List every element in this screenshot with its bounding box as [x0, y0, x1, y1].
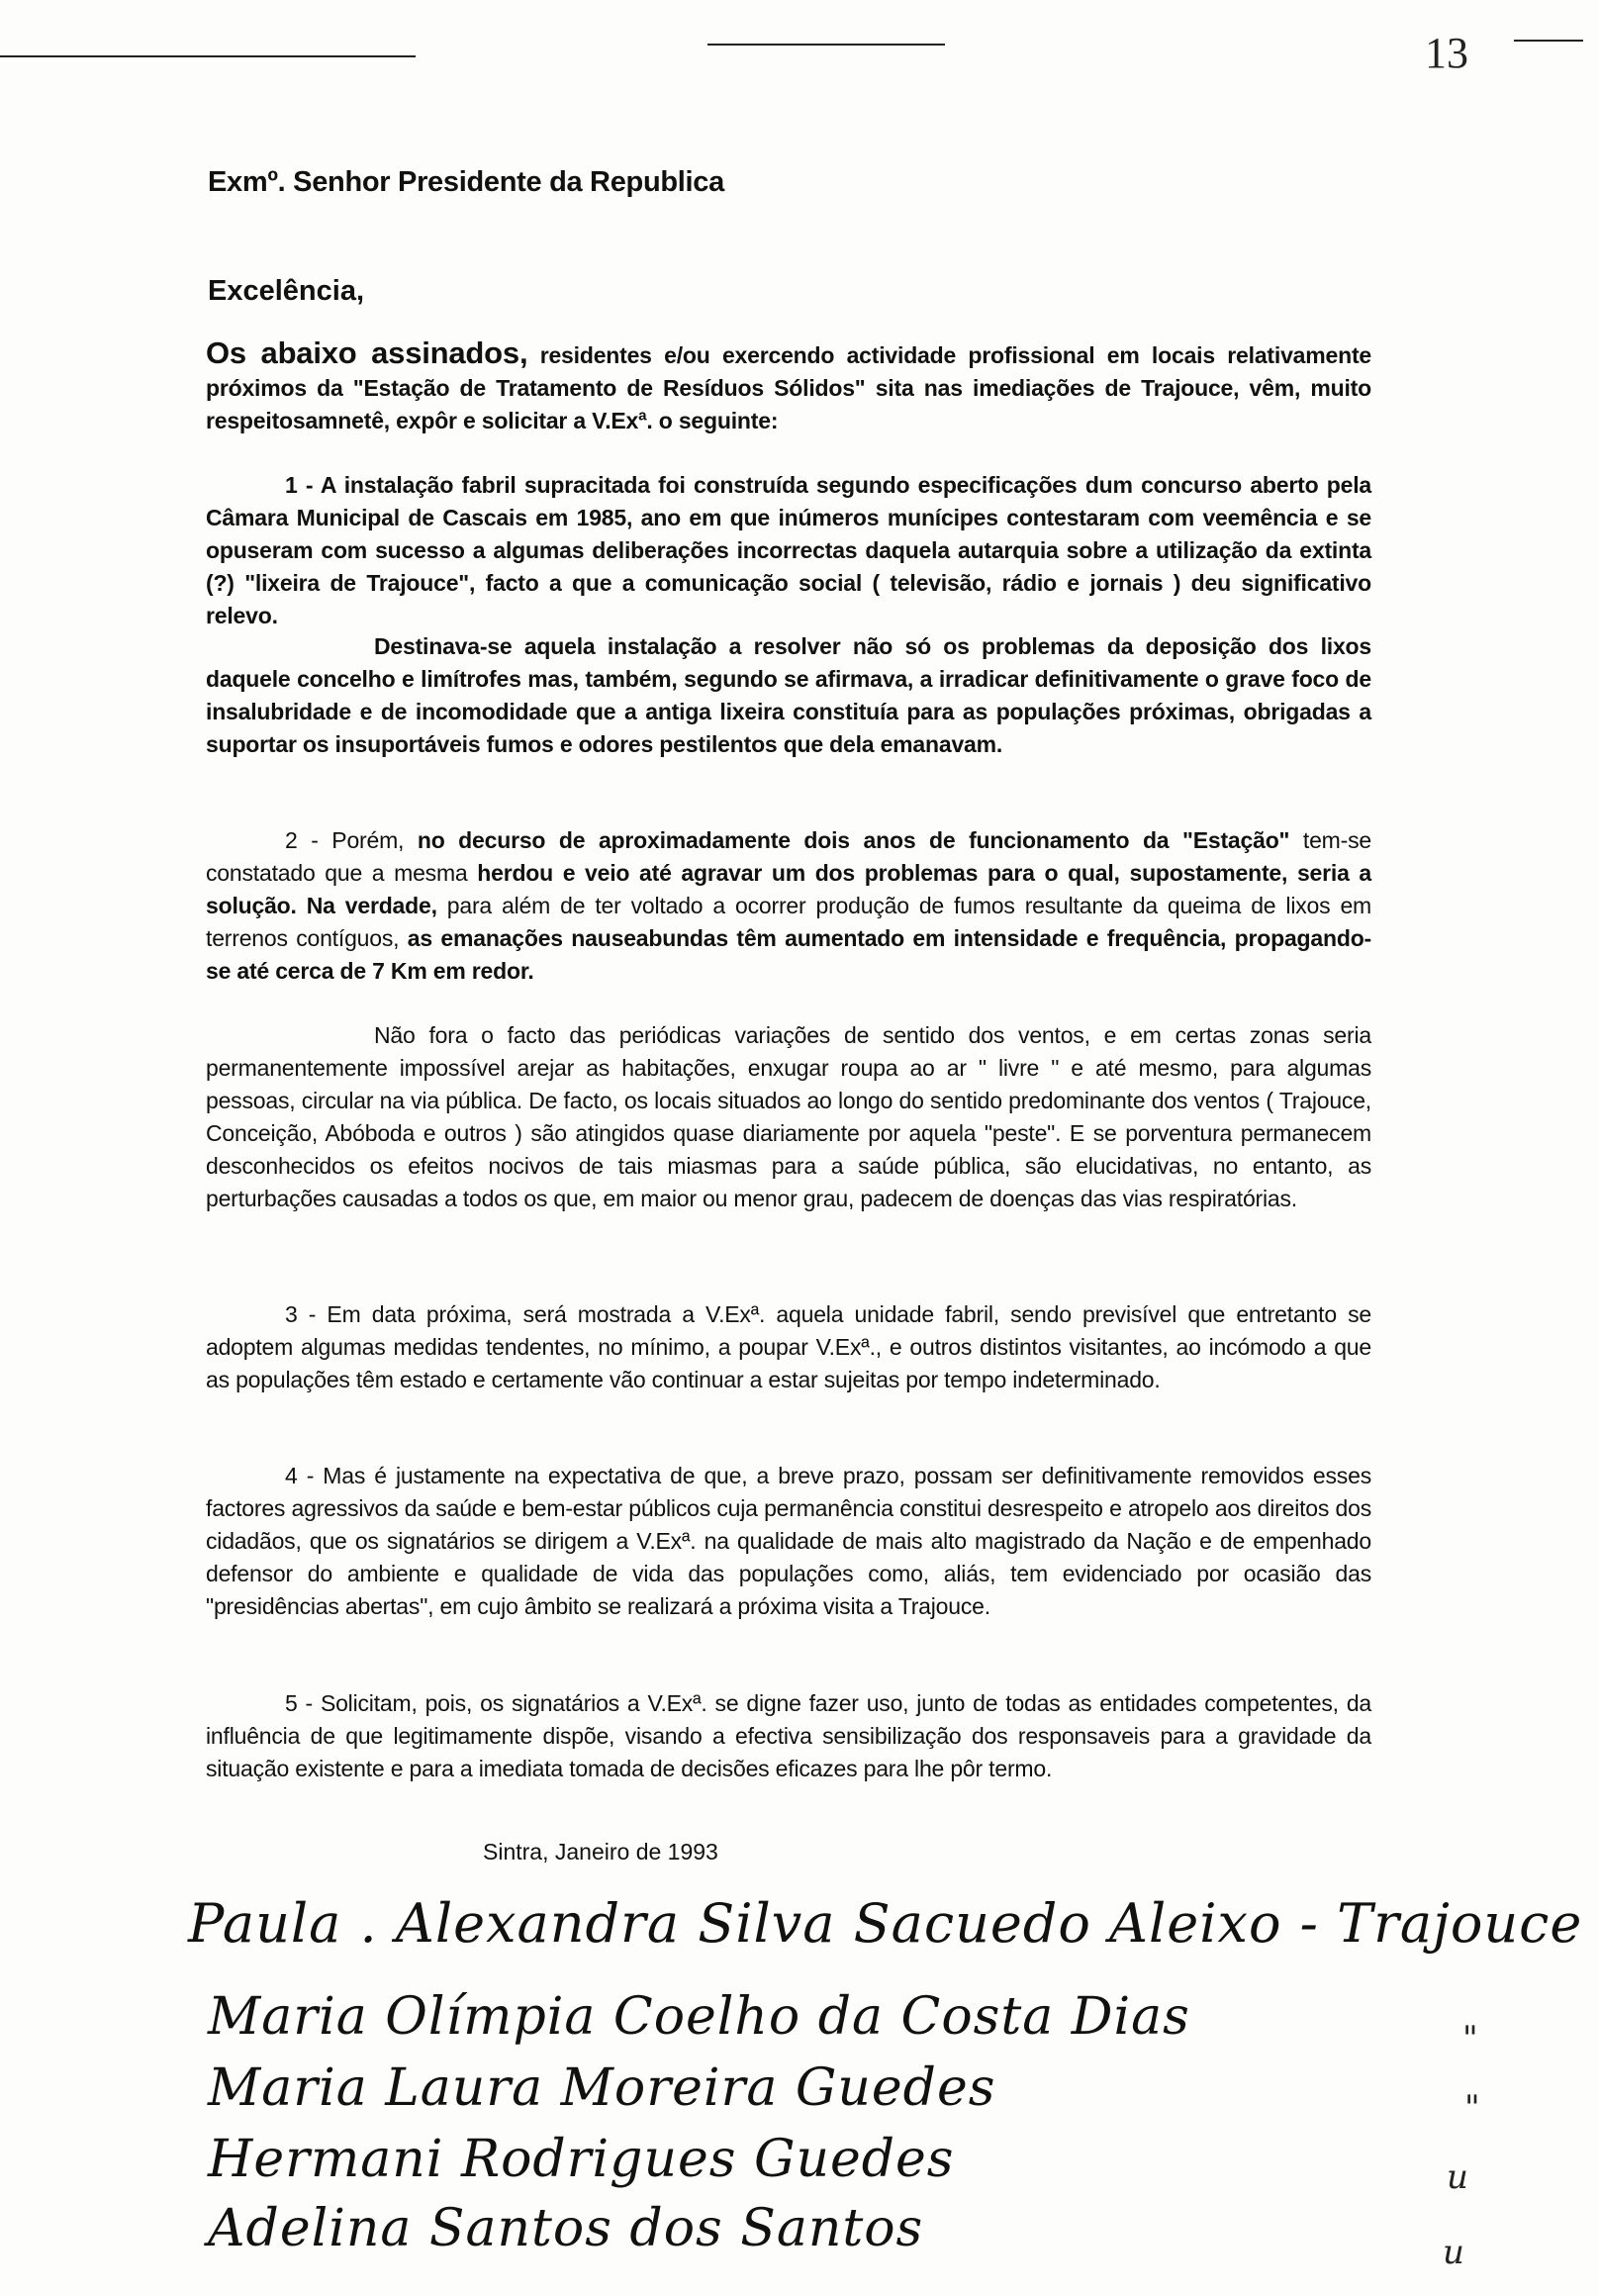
- scan-line: [1514, 40, 1583, 42]
- paragraph-2b-text: Não fora o facto das periódicas variações de sentido dos ventos, e em certas zonas seria permanentemente impossível arejar as habitações, enxugar roupa ao ar " livre " e até mesmo, para algumas pessoas, circular na via pública. De facto, os locais situados ao longo do sentido predominante dos ventos ( Trajouce, Conceição, Abóboda e outros ) são atingidos quase diariamente por aquela "peste". E se porventura permanecem desconhecidos os efeitos nocivos de tais miasmas para a saúde pública, são elucidativas, no entanto, as perturbações causadas a todos os que, em maior ou menor grau, padecem de doenças das vias respiratórias.: [206, 1022, 1371, 1211]
- intro-paragraph: [206, 336, 1371, 437]
- intro-lead: Os abaixo assinados,: [206, 335, 528, 370]
- paragraph-5-text: 5 - Solicitam, pois, os signatários a V.Exª. se digne fazer uso, junto de todas as entidades competentes, da influência de que legitimamente dispõe, visando a efectiva sensibilização dos responsaveis para a gravidade da situação existente e para a imediata tomada de decisões eficazes para lhe pôr termo.: [206, 1690, 1371, 1781]
- paragraph-5: [206, 1687, 1371, 1785]
- paragraph-1a-text: 1 - A instalação fabril supracitada foi construída segundo especificações dum concurso aberto pela Câmara Municipal de Cascais em 1985, ano em que inúmeros munícipes contestaram com veemência e se opuseram com sucesso a algumas deliberações incorrectas daquela autarquia sobre a utilização da extinta (?) "lixeira de Trajouce", facto a que a comunicação social ( televisão, rádio e jornais ) deu significativo relevo.: [206, 472, 1371, 628]
- p2-seg6: as emanações nauseabundas têm aumentado em intensidade e frequência, propagando-se até cerca de 7 Km em redor.: [206, 925, 1372, 984]
- paragraph-4-text: 4 - Mas é justamente na expectativa de que, a breve prazo, possam ser definitivamente removidos esses factores agressivos da saúde e bem-estar públicos cuja permanência constitui desrespeito e atropelo aos direitos dos cidadãos, que os signatários se dirigem a V.Exª. na qualidade de mais alto magistrado da Nação e de empenhado defensor do ambiente e qualidade de vida das populações como, aliás, tem evidenciado por ocasião das "presidências abertas", em cujo âmbito se realizará a próxima visita a Trajouce.: [206, 1463, 1371, 1619]
- paragraph-1b-text: Destinava-se aquela instalação a resolver não só os problemas da deposição dos lixos daquele concelho e limítrofes mas, também, segundo se afirmava, a irradicar definitivamente o grave foco de insalubridade e de incomodidade que a antiga lixeira constituía para as populações próximas, obrigadas a suportar os insuportáveis fumos e odores pestilentos que dela emanavam.: [206, 633, 1371, 757]
- p2-seg1: 2 - Porém,: [285, 827, 405, 853]
- paragraph-2a: [206, 824, 1371, 988]
- place-date: Sintra, Janeiro de 1993: [483, 1839, 718, 1865]
- paragraph-1a: [206, 469, 1371, 632]
- intro-text: residentes e/ou exercendo actividade profissional em locais relativamente próximos da "Estação de Tratamento de Resíduos Sólidos" sita nas imediações de Trajouce, vêm, muito respeitosamnetê, expôr e solicitar a V.Exª. o seguinte:: [206, 342, 1371, 433]
- paragraph-1b: [206, 630, 1371, 761]
- margin-mark: u: [1447, 2157, 1468, 2197]
- signature-2: Maria Olímpia Coelho da Costa Dias: [208, 1987, 1190, 2047]
- paragraph-2b: [206, 1019, 1371, 1215]
- signature-4: Hermani Rodrigues Guedes: [208, 2130, 955, 2189]
- margin-mark: ": [1462, 2019, 1478, 2058]
- p2-seg4: herdou e veio até agravar um dos problemas para o qual, supostamente, seria a solução. Na verdade,: [206, 860, 1371, 918]
- salutation: Excelência,: [208, 275, 364, 307]
- margin-mark: ": [1464, 2088, 1480, 2128]
- addressee: Exmº. Senhor Presidente da Republica: [208, 166, 724, 198]
- signature-1: Paula . Alexandra Silva Sacuedo Aleixo - Trajouce: [188, 1892, 1583, 1955]
- p2-seg3: tem-se constatado que a mesma: [206, 827, 1371, 886]
- signature-3: Maria Laura Moreira Guedes: [208, 2058, 996, 2118]
- paragraph-3: [206, 1298, 1371, 1396]
- p2-seg2: no decurso de aproximadamente dois anos de funcionamento da "Estação": [404, 827, 1290, 853]
- paragraph-4: [206, 1460, 1371, 1623]
- signature-5: Adelina Santos dos Santos: [208, 2199, 924, 2258]
- paragraph-3-text: 3 - Em data próxima, será mostrada a V.Exª. aquela unidade fabril, sendo previsível que entretanto se adoptem algumas medidas tendentes, no mínimo, a poupar V.Exª., e outros distintos visitantes, ao incómodo a que as populações têm estado e certamente vão continuar a estar sujeitas por tempo indeterminado.: [206, 1301, 1371, 1392]
- margin-mark: u: [1443, 2233, 1464, 2272]
- page-number: 13: [1425, 29, 1468, 77]
- scan-line: [0, 55, 416, 57]
- scan-line: [707, 44, 945, 46]
- p2-seg5: para além de ter voltado a ocorrer produção de fumos resultante da queima de lixos em terrenos contíguos,: [206, 893, 1371, 951]
